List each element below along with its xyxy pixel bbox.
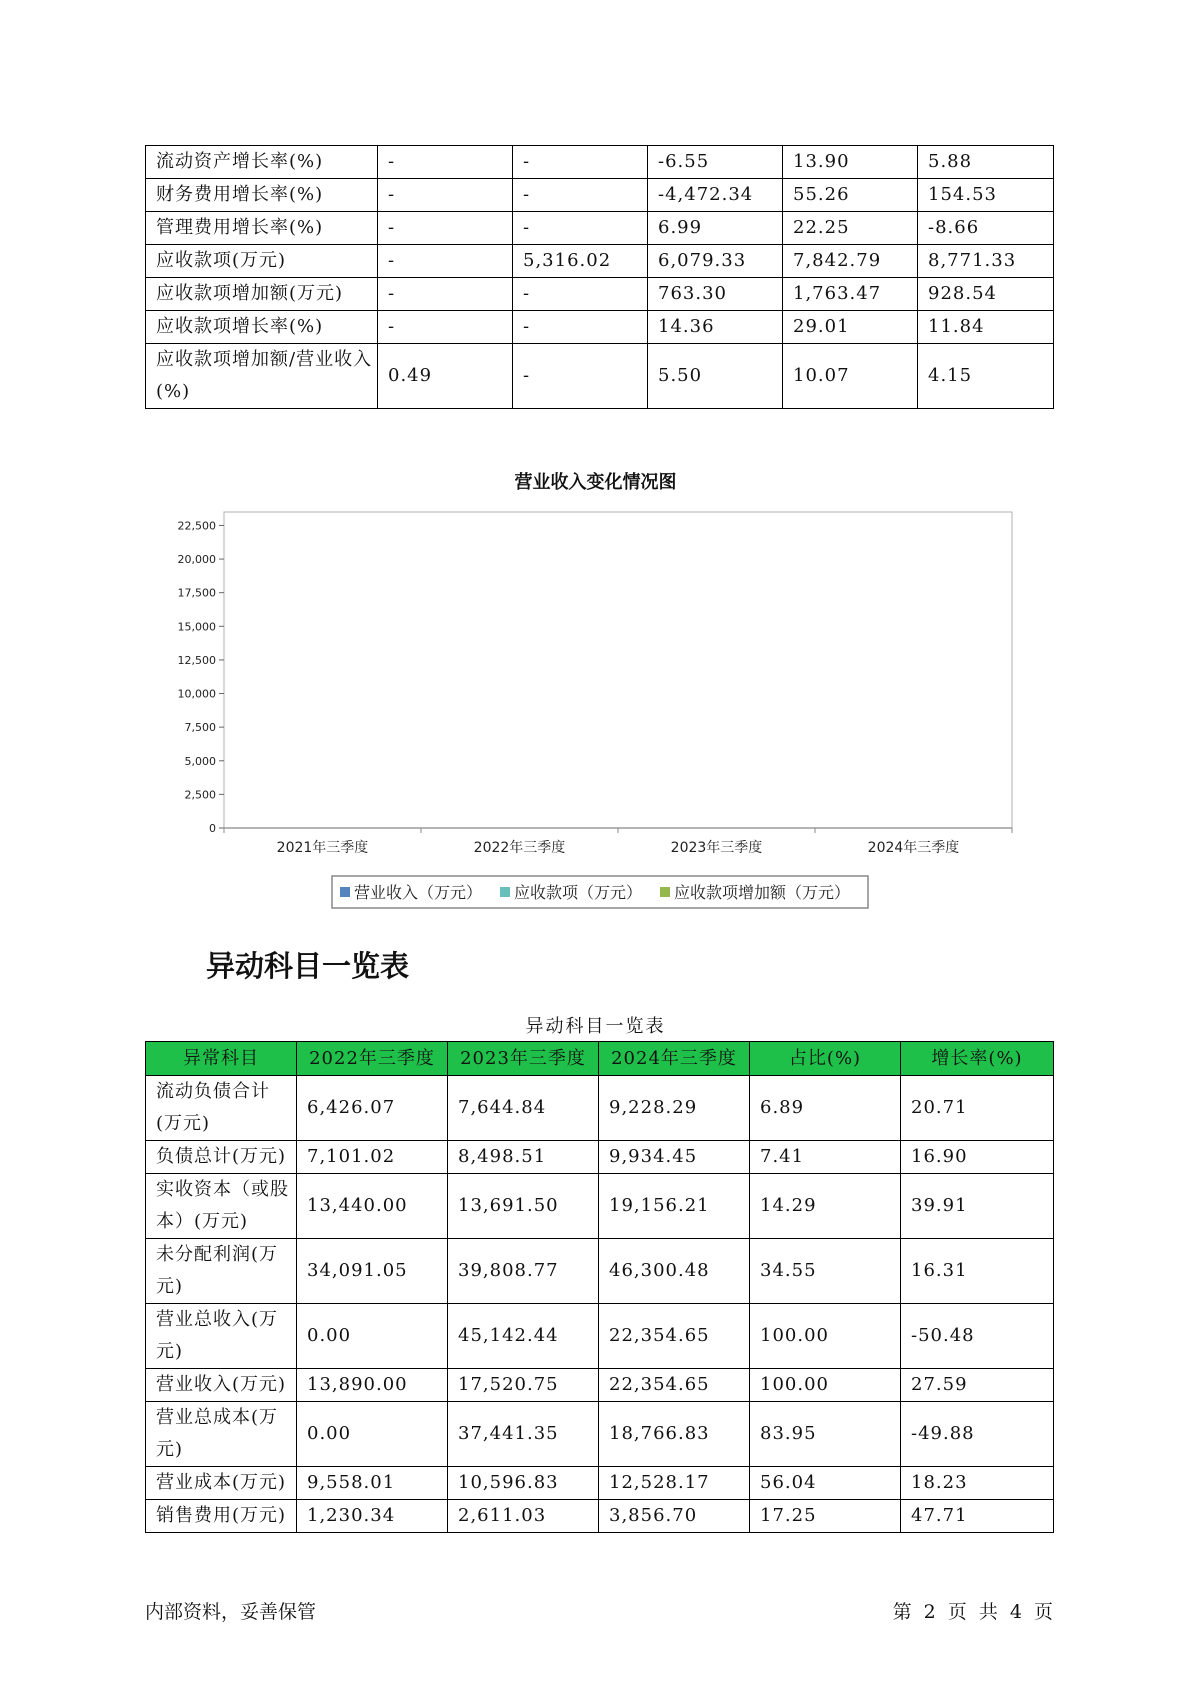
- cell: 11.84: [918, 311, 1054, 344]
- cell: 17.25: [750, 1500, 901, 1533]
- cell: 47.71: [901, 1500, 1054, 1533]
- cell: 3,856.70: [599, 1500, 750, 1533]
- cell: 46,300.48: [599, 1239, 750, 1304]
- plot-frame: [224, 512, 1012, 828]
- cell: -: [513, 278, 648, 311]
- row-label: 营业成本(万元): [146, 1467, 297, 1500]
- cell: -: [513, 212, 648, 245]
- row-label: 应收款项增长率(%): [146, 311, 378, 344]
- cell: 22,354.65: [599, 1369, 750, 1402]
- y-tick-label: 17,500: [177, 586, 216, 600]
- x-tick-label: 2024年三季度: [867, 840, 960, 856]
- cell: 7,842.79: [783, 245, 918, 278]
- cell: 6.89: [750, 1076, 901, 1141]
- cell: 9,228.29: [599, 1076, 750, 1141]
- row-label: 营业总成本(万元): [146, 1402, 297, 1467]
- x-tick-label: 2023年三季度: [670, 840, 763, 856]
- cell: -: [378, 245, 513, 278]
- y-tick-label: 5,000: [184, 754, 216, 768]
- cell: 928.54: [918, 278, 1054, 311]
- cell: 100.00: [750, 1304, 901, 1369]
- footer-confidential-note: 内部资料，妥善保管: [145, 1601, 317, 1623]
- cell: 13,691.50: [448, 1174, 599, 1239]
- cell: -6.55: [648, 146, 783, 179]
- row-label: 营业总收入(万元): [146, 1304, 297, 1369]
- cell: 16.90: [901, 1141, 1054, 1174]
- cell: 14.36: [648, 311, 783, 344]
- row-label: 管理费用增长率(%): [146, 212, 378, 245]
- cell: -: [513, 146, 648, 179]
- cell: 154.53: [918, 179, 1054, 212]
- cell: 10.07: [783, 344, 918, 409]
- cell: 0.00: [297, 1304, 448, 1369]
- cell: -: [378, 311, 513, 344]
- cell: 9,934.45: [599, 1141, 750, 1174]
- table-row: [146, 1369, 1054, 1402]
- cell: 22.25: [783, 212, 918, 245]
- y-tick-label: 7,500: [184, 721, 216, 735]
- cell: 5,316.02: [513, 245, 648, 278]
- cell: 0.00: [297, 1402, 448, 1467]
- column-header: 2022年三季度: [297, 1042, 448, 1076]
- cell: 0.49: [378, 344, 513, 409]
- cell: 5.88: [918, 146, 1054, 179]
- x-tick-label: 2022年三季度: [473, 840, 566, 856]
- cell: -: [378, 146, 513, 179]
- column-header: 占比(%): [750, 1042, 901, 1076]
- table-caption: 异动科目一览表: [525, 1016, 666, 1037]
- cell: -49.88: [901, 1402, 1054, 1467]
- cell: 13,890.00: [297, 1369, 448, 1402]
- cell: 14.29: [750, 1174, 901, 1239]
- table-row: [146, 1141, 1054, 1174]
- table-row: [146, 1500, 1054, 1533]
- footer-page-number: 第 2 页 共 4 页: [892, 1601, 1053, 1623]
- y-tick-label: 10,000: [177, 687, 216, 701]
- cell: 10,596.83: [448, 1467, 599, 1500]
- cell: 56.04: [750, 1467, 901, 1500]
- table-row: [146, 1239, 1054, 1304]
- chart-legend: [332, 876, 868, 908]
- cell: -4,472.34: [648, 179, 783, 212]
- cell: 18,766.83: [599, 1402, 750, 1467]
- legend-label: 应收款项（万元）: [514, 883, 643, 902]
- row-label: 实收资本（或股本）(万元): [146, 1174, 297, 1239]
- cell: 763.30: [648, 278, 783, 311]
- cell: -: [513, 311, 648, 344]
- cell: -: [378, 179, 513, 212]
- cell: 100.00: [750, 1369, 901, 1402]
- cell: 34.55: [750, 1239, 901, 1304]
- row-label: 财务费用增长率(%): [146, 179, 378, 212]
- cell: 7,101.02: [297, 1141, 448, 1174]
- cell: 39.91: [901, 1174, 1054, 1239]
- cell: 7,644.84: [448, 1076, 599, 1141]
- y-tick-label: 2,500: [184, 788, 216, 802]
- cell: -50.48: [901, 1304, 1054, 1369]
- legend-swatch: [660, 887, 670, 897]
- y-tick-label: 15,000: [177, 620, 216, 634]
- cell: 45,142.44: [448, 1304, 599, 1369]
- row-label: 销售费用(万元): [146, 1500, 297, 1533]
- cell: 2,611.03: [448, 1500, 599, 1533]
- cell: 29.01: [783, 311, 918, 344]
- table-row: [146, 1402, 1054, 1467]
- anomaly-items-table: [145, 1041, 1054, 1533]
- row-label: 应收款项增加额(万元): [146, 278, 378, 311]
- y-tick-label: 0: [209, 822, 216, 835]
- y-tick-label: 20,000: [177, 553, 216, 567]
- cell: 1,230.34: [297, 1500, 448, 1533]
- cell: 55.26: [783, 179, 918, 212]
- cell: 27.59: [901, 1369, 1054, 1402]
- table-row: [146, 1174, 1054, 1239]
- cell: 4.15: [918, 344, 1054, 409]
- cell: 7.41: [750, 1141, 901, 1174]
- cell: 8,771.33: [918, 245, 1054, 278]
- cell: -: [378, 278, 513, 311]
- chart-title: 营业收入变化情况图: [514, 472, 677, 493]
- cell: 83.95: [750, 1402, 901, 1467]
- table-row: [146, 1467, 1054, 1500]
- cell: 13,440.00: [297, 1174, 448, 1239]
- cell: 37,441.35: [448, 1402, 599, 1467]
- cell: 22,354.65: [599, 1304, 750, 1369]
- y-tick-label: 22,500: [177, 519, 216, 533]
- cell: 1,763.47: [783, 278, 918, 311]
- table-row: [146, 1304, 1054, 1369]
- legend-swatch: [340, 887, 350, 897]
- column-header: 2024年三季度: [599, 1042, 750, 1076]
- cell: 17,520.75: [448, 1369, 599, 1402]
- row-label: 营业收入(万元): [146, 1369, 297, 1402]
- cell: 39,808.77: [448, 1239, 599, 1304]
- cell: 13.90: [783, 146, 918, 179]
- legend-label: 营业收入（万元）: [354, 883, 483, 902]
- cell: 6,426.07: [297, 1076, 448, 1141]
- cell: 6,079.33: [648, 245, 783, 278]
- chart-axes: [178, 512, 1013, 856]
- column-header: 异常科目: [146, 1042, 297, 1076]
- row-label: 流动负债合计(万元): [146, 1076, 297, 1141]
- table-row: [146, 1076, 1054, 1141]
- cell: -: [513, 344, 648, 409]
- table-header-row: [146, 1042, 1054, 1076]
- cell: 16.31: [901, 1239, 1054, 1304]
- row-label: 应收款项(万元): [146, 245, 378, 278]
- row-label: 应收款项增加额/营业收入(%): [146, 344, 378, 409]
- y-tick-label: 12,500: [177, 653, 216, 667]
- column-header: 增长率(%): [901, 1042, 1054, 1076]
- row-label: 流动资产增长率(%): [146, 146, 378, 179]
- cell: -8.66: [918, 212, 1054, 245]
- row-label: 未分配利润(万元): [146, 1239, 297, 1304]
- column-header: 2023年三季度: [448, 1042, 599, 1076]
- cell: 34,091.05: [297, 1239, 448, 1304]
- cell: -: [513, 179, 648, 212]
- row-label: 负债总计(万元): [146, 1141, 297, 1174]
- legend-swatch: [500, 887, 510, 897]
- x-tick-label: 2021年三季度: [276, 840, 369, 856]
- cell: 6.99: [648, 212, 783, 245]
- cell: 19,156.21: [599, 1174, 750, 1239]
- cell: -: [378, 212, 513, 245]
- cell: 12,528.17: [599, 1467, 750, 1500]
- legend-label: 应收款项增加额（万元）: [674, 883, 851, 902]
- cell: 20.71: [901, 1076, 1054, 1141]
- cell: 8,498.51: [448, 1141, 599, 1174]
- cell: 9,558.01: [297, 1467, 448, 1500]
- cell: 18.23: [901, 1467, 1054, 1500]
- cell: 5.50: [648, 344, 783, 409]
- section-heading: 异动科目一览表: [206, 949, 410, 983]
